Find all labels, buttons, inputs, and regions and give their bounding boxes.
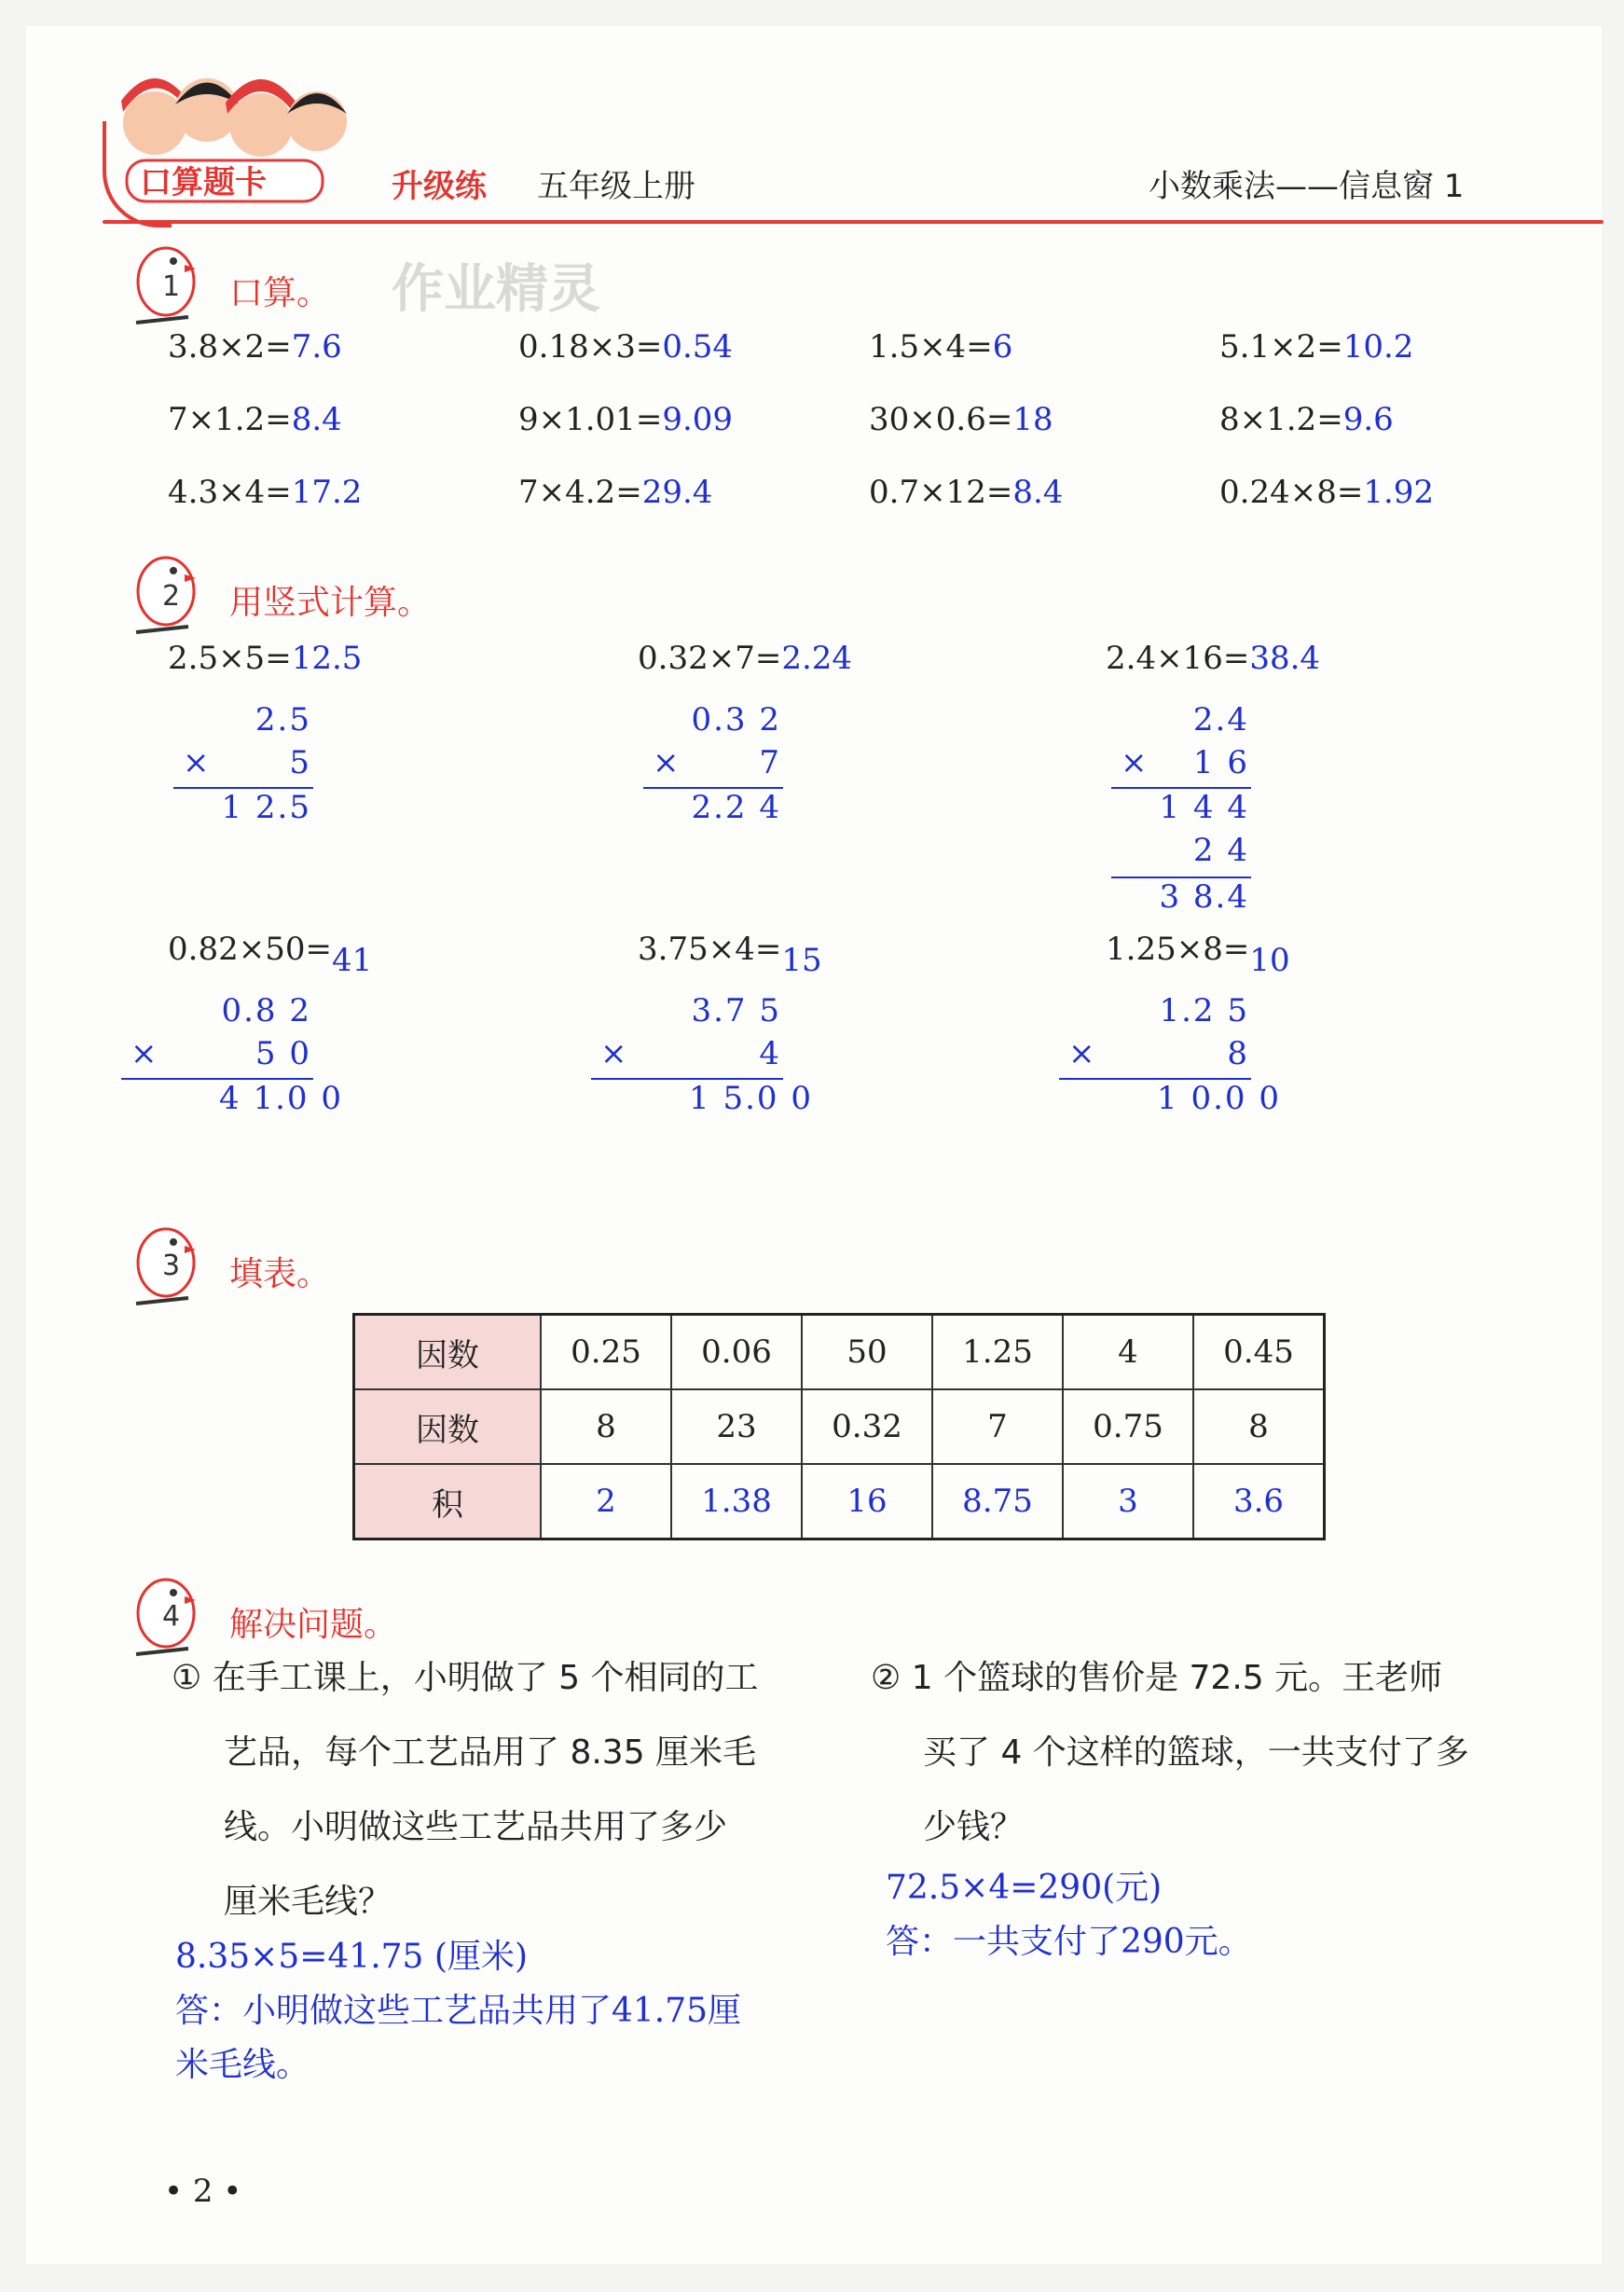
problem-2-answer-line: 答：一共支付了290元。 bbox=[886, 1923, 1252, 1961]
problem-1-line: 艺品，每个工艺品用了 8.35 厘米毛 bbox=[224, 1733, 757, 1772]
header-rule bbox=[103, 220, 1603, 224]
oral-question: 4.3×4= bbox=[168, 474, 292, 511]
vertical-result: 1 0.0 0 bbox=[1157, 1080, 1281, 1117]
times-sign: × bbox=[131, 1035, 159, 1072]
problem-2-line: 买了 4 个这样的篮球，一共支付了多 bbox=[923, 1733, 1469, 1772]
section-3-title: 填表。 bbox=[229, 1255, 331, 1293]
vertical-equation bbox=[1106, 931, 1290, 979]
vertical-answer: 2.24 bbox=[781, 640, 853, 677]
table-cell: 8 bbox=[1193, 1389, 1325, 1464]
problem-1-answer-line: 米毛线。 bbox=[175, 2046, 310, 2084]
section-2-number: 2 bbox=[162, 580, 181, 613]
vertical-answer: 38.4 bbox=[1249, 640, 1321, 677]
vertical-answer: 10 bbox=[1249, 942, 1290, 979]
vertical-answer: 15 bbox=[781, 942, 822, 979]
fill-table bbox=[352, 1313, 1326, 1540]
oral-answer: 8.4 bbox=[291, 401, 342, 438]
oral-answer: 29.4 bbox=[641, 474, 713, 511]
table-row bbox=[354, 1315, 1325, 1390]
vertical-answer: 41 bbox=[331, 942, 373, 979]
vertical-top-operand: 1.2 5 bbox=[1159, 992, 1249, 1029]
table-cell: 8 bbox=[541, 1389, 671, 1464]
vertical-multiplier: 7 bbox=[759, 744, 781, 781]
table-cell: 7 bbox=[932, 1389, 1063, 1464]
vertical-multiplier: 5 0 bbox=[255, 1035, 311, 1072]
problem-2-line: 少钱？ bbox=[923, 1808, 1025, 1846]
row-label-product: 积 bbox=[354, 1464, 542, 1540]
vertical-question: 2.4×16= bbox=[1106, 640, 1250, 677]
problem-1-line: ① 在手工课上，小明做了 5 个相同的工 bbox=[172, 1659, 759, 1697]
problem-1-line: 线。小明做这些工艺品共用了多少 bbox=[224, 1808, 728, 1846]
table-row bbox=[354, 1464, 1325, 1540]
problem-2-line: ② 1 个篮球的售价是 72.5 元。王老师 bbox=[871, 1659, 1443, 1697]
table-row bbox=[354, 1389, 1325, 1464]
times-sign: × bbox=[1121, 744, 1149, 781]
problem-1-answer-line: 答：小明做这些工艺品共用了41.75厘 bbox=[175, 1992, 742, 2030]
vertical-question: 2.5×5= bbox=[168, 640, 292, 677]
oral-question: 7×4.2= bbox=[518, 474, 642, 511]
oral-question: 0.7×12= bbox=[869, 474, 1013, 511]
watermark: 作业精灵 bbox=[392, 259, 600, 320]
oral-question: 30×0.6= bbox=[869, 401, 1013, 438]
table-cell: 0.45 bbox=[1193, 1315, 1325, 1390]
section-1-title: 口算。 bbox=[229, 274, 331, 312]
oral-question: 0.24×8= bbox=[1219, 474, 1364, 511]
oral-answer: 6 bbox=[992, 328, 1013, 366]
table-cell: 1.25 bbox=[932, 1315, 1063, 1390]
oral-question: 5.1×2= bbox=[1219, 328, 1343, 366]
times-sign: × bbox=[183, 744, 212, 781]
vertical-multiplier: 8 bbox=[1227, 1035, 1249, 1072]
vertical-question: 3.75×4= bbox=[638, 931, 782, 968]
vertical-question: 1.25×8= bbox=[1106, 931, 1250, 968]
vertical-equation bbox=[1106, 640, 1320, 677]
section-1-number: 1 bbox=[162, 270, 181, 303]
vertical-equation bbox=[638, 640, 852, 677]
problem-1-text bbox=[172, 1641, 759, 1940]
oral-answer: 8.4 bbox=[1012, 474, 1064, 511]
table-cell-answer: 3.6 bbox=[1193, 1464, 1325, 1540]
table-cell: 0.06 bbox=[671, 1315, 802, 1390]
problem-2-formula: 72.5×4=290(元) bbox=[886, 1869, 1163, 1907]
vertical-multiplier: 1 6 bbox=[1192, 744, 1249, 781]
vertical-result: 2.2 4 bbox=[691, 789, 781, 826]
oral-question: 8×1.2= bbox=[1219, 401, 1343, 438]
oral-answer: 0.54 bbox=[662, 328, 734, 366]
vertical-result: 4 1.0 0 bbox=[219, 1080, 343, 1117]
problem-2-answer bbox=[886, 1861, 1252, 1969]
section-4-title: 解决问题。 bbox=[229, 1606, 398, 1644]
oral-item bbox=[168, 401, 342, 438]
problem-1-formula: 8.35×5=41.75 (厘米) bbox=[175, 1938, 528, 1976]
vertical-equation bbox=[168, 931, 373, 979]
oral-item bbox=[518, 328, 733, 366]
table-cell: 0.75 bbox=[1063, 1389, 1193, 1464]
series-label: 升级练 bbox=[392, 168, 487, 205]
vertical-result: 1 5.0 0 bbox=[689, 1080, 813, 1117]
oral-answer: 9.09 bbox=[662, 401, 734, 438]
vertical-question: 0.32×7= bbox=[638, 640, 782, 677]
oral-question: 0.18×3= bbox=[518, 328, 663, 366]
times-sign: × bbox=[600, 1035, 629, 1072]
vertical-result: 1 2.5 bbox=[221, 789, 311, 826]
section-3-number: 3 bbox=[162, 1250, 181, 1282]
oral-item bbox=[168, 328, 342, 366]
oral-item bbox=[168, 474, 362, 511]
row-label-factor-1: 因数 bbox=[354, 1315, 542, 1390]
vertical-top-operand: 2.5 bbox=[255, 701, 311, 739]
oral-item bbox=[869, 474, 1063, 511]
oral-answer: 17.2 bbox=[291, 474, 363, 511]
vertical-top-operand: 0.8 2 bbox=[221, 992, 311, 1029]
oral-answer: 1.92 bbox=[1363, 474, 1435, 511]
oral-item bbox=[1219, 474, 1434, 511]
problem-2-text bbox=[871, 1641, 1469, 1865]
oral-answer: 18 bbox=[1012, 401, 1053, 438]
oral-question: 1.5×4= bbox=[869, 328, 993, 366]
vertical-equation bbox=[638, 931, 822, 979]
vertical-top-operand: 0.3 2 bbox=[691, 701, 781, 739]
row-label-factor-2: 因数 bbox=[354, 1389, 542, 1464]
vertical-top-operand: 3.7 5 bbox=[691, 992, 781, 1029]
page-number: • 2 • bbox=[164, 2173, 242, 2210]
vertical-multiplier: 4 bbox=[759, 1035, 781, 1072]
chapter-label: 小数乘法——信息窗 1 bbox=[1149, 168, 1465, 205]
oral-answer: 7.6 bbox=[291, 328, 342, 366]
vertical-answer: 12.5 bbox=[291, 640, 363, 677]
oral-item bbox=[1219, 328, 1413, 366]
oral-item bbox=[518, 401, 733, 438]
times-sign: × bbox=[1068, 1035, 1097, 1072]
vertical-multiplier: 5 bbox=[289, 744, 311, 781]
oral-answer: 9.6 bbox=[1342, 401, 1394, 438]
problem-1-line: 厘米毛线？ bbox=[224, 1883, 392, 1921]
section-2-title: 用竖式计算。 bbox=[229, 584, 432, 622]
problem-1-answer bbox=[175, 1930, 741, 2092]
times-sign: × bbox=[653, 744, 681, 781]
table-cell-answer: 1.38 bbox=[671, 1464, 802, 1540]
table-cell-answer: 3 bbox=[1063, 1464, 1193, 1540]
vertical-top-operand: 2.4 bbox=[1192, 701, 1249, 739]
oral-item bbox=[1219, 401, 1394, 438]
vertical-equation bbox=[168, 640, 362, 677]
vertical-question: 0.82×50= bbox=[168, 931, 332, 968]
table-cell: 23 bbox=[671, 1389, 802, 1464]
oral-item bbox=[869, 401, 1053, 438]
section-4-number: 4 bbox=[162, 1600, 181, 1633]
oral-question: 9×1.01= bbox=[518, 401, 663, 438]
brand-logo-text: 口算题卡 bbox=[140, 164, 267, 201]
table-cell: 0.32 bbox=[802, 1389, 932, 1464]
oral-question: 7×1.2= bbox=[168, 401, 292, 438]
oral-answer: 10.2 bbox=[1342, 328, 1414, 366]
vertical-partial: 1 4 4 bbox=[1159, 789, 1249, 826]
oral-item bbox=[518, 474, 712, 511]
table-cell: 4 bbox=[1063, 1315, 1193, 1390]
table-cell: 50 bbox=[802, 1315, 932, 1390]
table-cell-answer: 8.75 bbox=[932, 1464, 1063, 1540]
vertical-result: 3 8.4 bbox=[1159, 878, 1249, 916]
oral-question: 3.8×2= bbox=[168, 328, 292, 366]
vertical-partial: 2 4 bbox=[1192, 832, 1249, 869]
table-cell-answer: 16 bbox=[802, 1464, 932, 1540]
oral-item bbox=[869, 328, 1012, 366]
table-cell-answer: 2 bbox=[541, 1464, 671, 1540]
grade-label: 五年级上册 bbox=[537, 168, 695, 205]
table-cell: 0.25 bbox=[541, 1315, 671, 1390]
